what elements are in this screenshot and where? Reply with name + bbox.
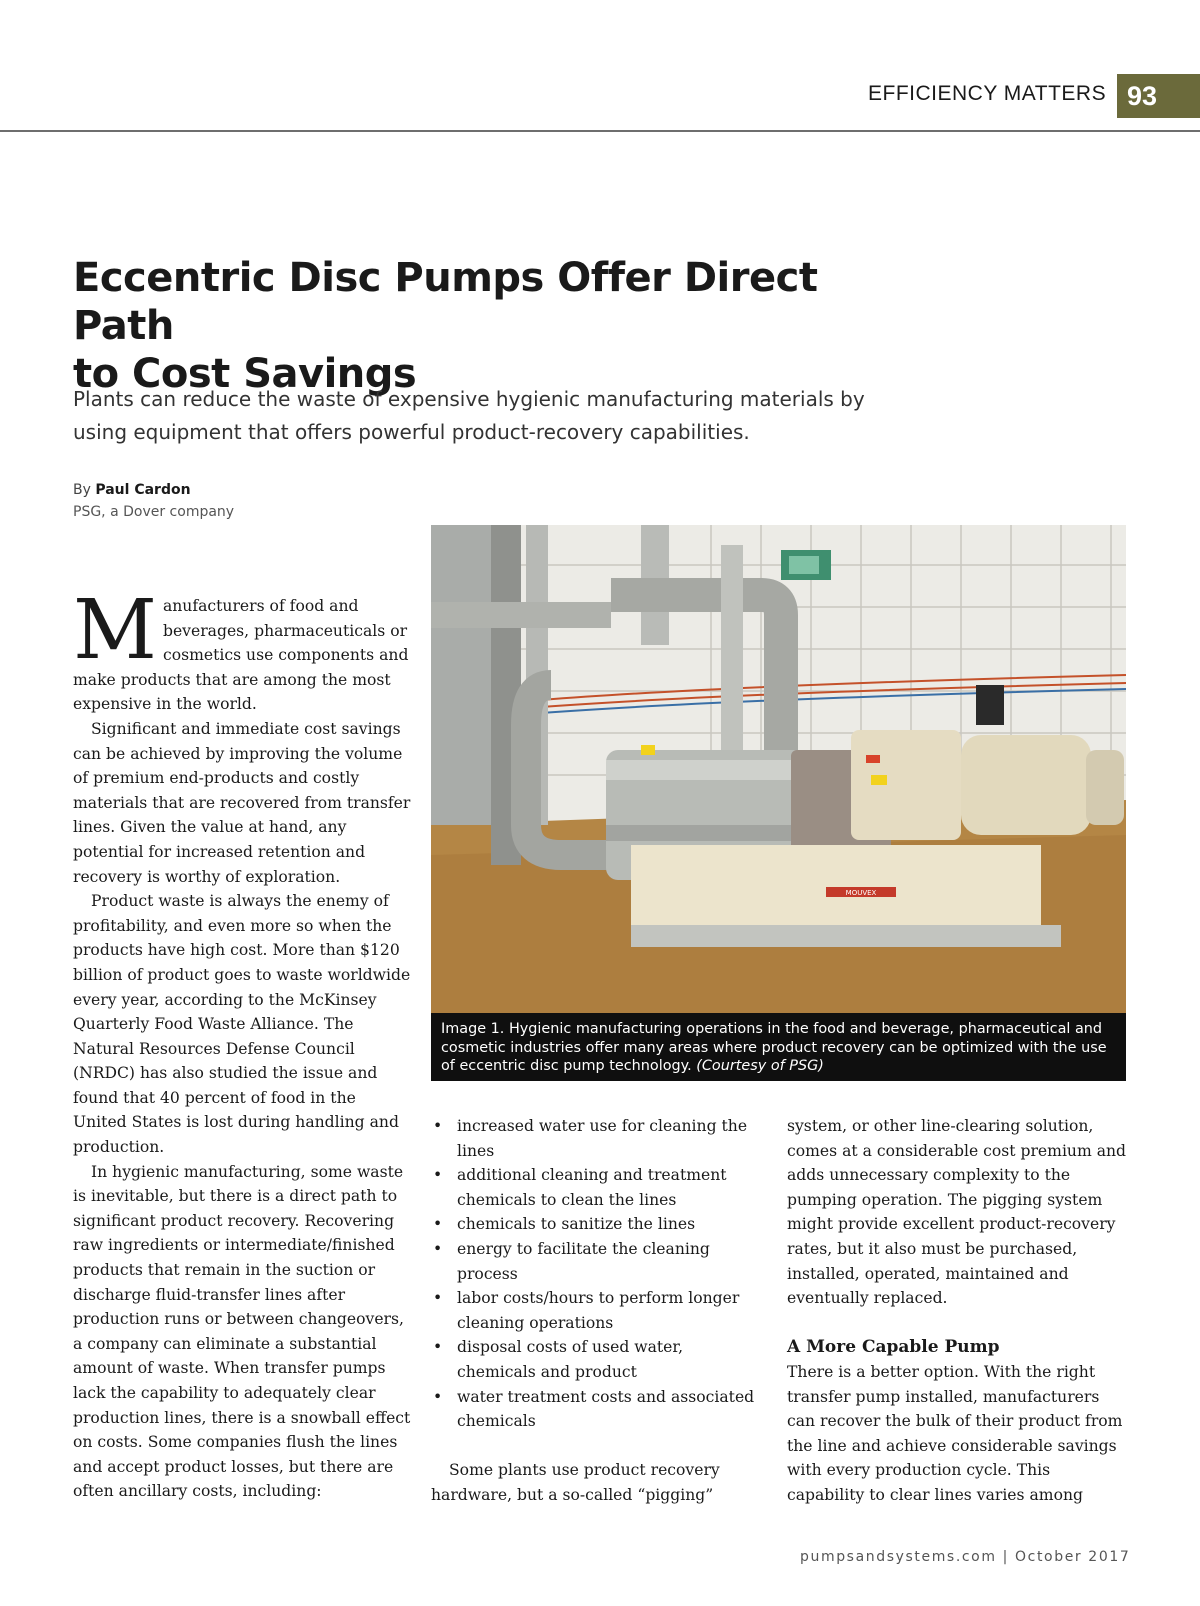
column-2	[431, 1114, 766, 1508]
byline-prefix: By	[73, 482, 91, 498]
byline	[73, 479, 191, 501]
author-name: Paul Cardon	[95, 482, 191, 498]
caption-credit: (Courtesy of PSG)	[696, 1058, 824, 1075]
paragraph-1	[73, 583, 413, 717]
pump-photo-figure	[431, 525, 1126, 1081]
paragraph-2: Significant and immediate cost savings can be achieved by improving the volume of premium end-products and costly materials that are recovered from transfer lines. Given the value at hand, any potential for increased retention and recovery is worthy of exploration.	[73, 719, 411, 886]
footer-site: pumpsandsystems.com	[800, 1549, 997, 1565]
caption-text: Image 1. Hygienic manufacturing operations in the food and beverage, pharmaceutical and cosmetic industries offer many areas where product recovery can be optimized with the use of eccentric disc pump technology.	[441, 1021, 1107, 1075]
paragraph-3: Product waste is always the enemy of profitability, and even more so when the products have high cost. More than $120 billion of product goes to waste worldwide every year, according to the McKinsey Quarterly Food Waste Alliance. The Natural Resources Defense Council (NRDC) has also studied the issue and found that 40 percent of food in the United States is lost during handling and production.	[73, 892, 411, 1157]
ancillary-costs-list	[431, 1114, 766, 1434]
list-item: • energy to facilitate the cleaning process	[431, 1237, 766, 1286]
author-company: PSG, a Dover company	[73, 504, 235, 520]
header-rule	[0, 130, 1200, 132]
section-title: EFFICIENCY MATTERS	[868, 82, 1107, 105]
article-title	[73, 254, 853, 398]
list-item: • disposal costs of used water, chemicals and product	[431, 1335, 766, 1384]
footer-separator: |	[1002, 1549, 1009, 1565]
paragraph-7: There is a better option. With the right transfer pump installed, manufacturers can recover the bulk of their product from the line and achieve considerable savings with every production cycle. This capability to clear lines varies among	[787, 1362, 1123, 1504]
column-3	[787, 1114, 1127, 1508]
subhead: A More Capable Pump	[787, 1337, 1000, 1358]
list-item: • water treatment costs and associated chemicals	[431, 1385, 766, 1434]
paragraph-4: In hygienic manufacturing, some waste is inevitable, but there is a direct path to significant product recovery. Recovering raw ingredients or intermediate/finished products that remain in the suction or discharge fluid-transfer lines after production runs or between changeovers, a company can eliminate a substantial amount of waste. When transfer pumps lack the capability to adequately clear production lines, there is a snowball effect on costs. Some companies flush the lines and accept product losses, but there are often ancillary costs, including:	[73, 1162, 411, 1501]
drop-cap: M	[73, 583, 157, 678]
list-item: • increased water use for cleaning the lines	[431, 1114, 766, 1163]
title-line-2: to Cost Savings	[73, 351, 417, 397]
article-dek: Plants can reduce the waste of expensive hygienic manufacturing materials by using equipment that offers powerful product-recovery capabilities.	[73, 387, 865, 444]
paragraph-6: system, or other line-clearing solution, comes at a considerable cost premium and adds unnecessary complexity to the pumping operation. The pigging system might provide excellent product-recovery rates, but it also must be purchased, installed, operated, maintained and eventually replaced.	[787, 1117, 1127, 1308]
list-item: • additional cleaning and treatment chemicals to clean the lines	[431, 1163, 766, 1212]
column-1	[73, 583, 413, 1504]
pump-brand-plate: MOUVEX	[845, 889, 877, 897]
figure-caption	[431, 1013, 1126, 1081]
pump-photo	[431, 525, 1126, 1013]
list-item: • labor costs/hours to perform longer cleaning operations	[431, 1286, 766, 1335]
page-footer	[800, 1549, 1130, 1565]
list-item: • chemicals to sanitize the lines	[431, 1212, 766, 1237]
title-line-1: Eccentric Disc Pumps Offer Direct Path	[73, 255, 818, 349]
page-number: 93	[1117, 74, 1200, 118]
footer-date: October 2017	[1015, 1549, 1131, 1565]
paragraph-5: Some plants use product recovery hardware, but a so-called “pigging”	[431, 1461, 720, 1504]
paragraph-1-text: anufacturers of food and beverages, pharmaceuticals or cosmetics use components and make products that are among the most expensive in the world.	[73, 597, 409, 714]
